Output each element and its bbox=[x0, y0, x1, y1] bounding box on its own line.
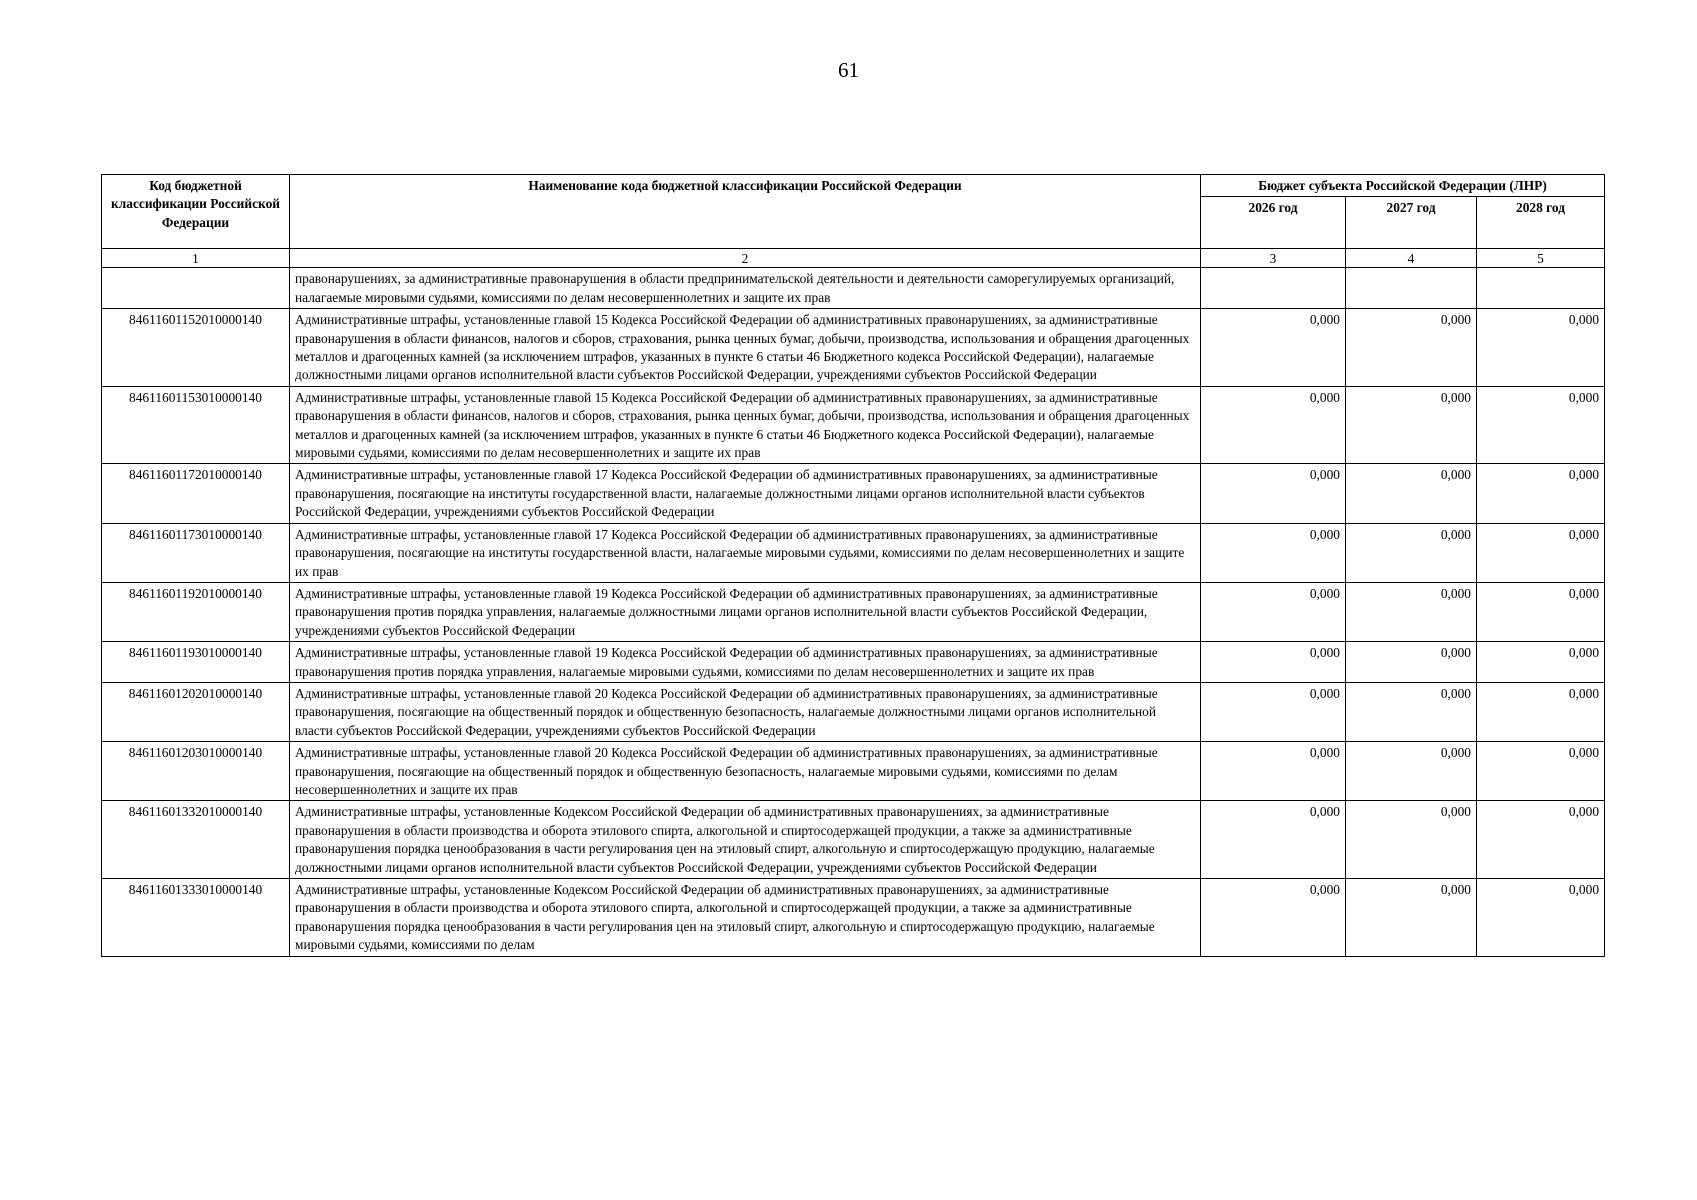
table-body bbox=[102, 249, 1605, 956]
value-2026-cell: 0,000 bbox=[1201, 464, 1346, 523]
description-cell: Административные штрафы, установленные главой 17 Кодекса Российской Федерации об административных правонарушениях, за административные правонарушения, посягающие на институты государственной власти, налагаемые должностными лицами органов исполнительной власти субъектов Российской Федерации, учреждениями субъектов Российской Федерации bbox=[290, 464, 1201, 523]
table-row bbox=[102, 801, 1605, 879]
value-2026-cell: 0,000 bbox=[1201, 523, 1346, 582]
table-row bbox=[102, 879, 1605, 957]
description-cell: правонарушениях, за административные правонарушения в области предпринимательской деятельности и деятельности саморегулируемых организаций, налагаемые мировыми судьями, комиссиями по делам несовершеннолетних и защите их прав bbox=[290, 268, 1201, 309]
column-number: 2 bbox=[290, 249, 1201, 268]
value-2026-cell: 0,000 bbox=[1201, 386, 1346, 464]
value-2028-cell: 0,000 bbox=[1477, 682, 1605, 741]
column-numbers-row bbox=[102, 249, 1605, 268]
budget-code-cell: 84611601192010000140 bbox=[102, 582, 290, 641]
header-year-2026: 2026 год bbox=[1201, 197, 1346, 249]
description-cell: Административные штрафы, установленные главой 20 Кодекса Российской Федерации об административных правонарушениях, за административные правонарушения, посягающие на общественный порядок и общественную безопасность, налагаемые должностными лицами органов исполнительной власти субъектов Российской Федерации, учреждениями субъектов Российской Федерации bbox=[290, 682, 1201, 741]
value-2028-cell: 0,000 bbox=[1477, 523, 1605, 582]
header-row bbox=[102, 175, 1605, 197]
value-2027-cell: 0,000 bbox=[1346, 464, 1477, 523]
header-year-2027: 2027 год bbox=[1346, 197, 1477, 249]
value-2026-cell: 0,000 bbox=[1201, 801, 1346, 879]
header-year-2028: 2028 год bbox=[1477, 197, 1605, 249]
value-2026-cell: 0,000 bbox=[1201, 309, 1346, 387]
description-cell: Административные штрафы, установленные Кодексом Российской Федерации об административных правонарушениях, за административные правонарушения в области производства и оборота этилового спирта, алкогольной и спиртосодержащей продукции, а также за административные правонарушения порядка ценообразования в части регулирования цен на этиловый спирт, алкогольную и спиртосодержащую продукцию, налагаемые мировыми судьями, комиссиями по делам bbox=[290, 879, 1201, 957]
value-2027-cell: 0,000 bbox=[1346, 879, 1477, 957]
value-2027-cell: 0,000 bbox=[1346, 309, 1477, 387]
budget-code-cell: 84611601153010000140 bbox=[102, 386, 290, 464]
description-cell: Административные штрафы, установленные главой 19 Кодекса Российской Федерации об административных правонарушениях, за административные правонарушения против порядка управления, налагаемые мировыми судьями, комиссиями по делам несовершеннолетних и защите их прав bbox=[290, 642, 1201, 683]
description-cell: Административные штрафы, установленные главой 17 Кодекса Российской Федерации об административных правонарушениях, за административные правонарушения, посягающие на институты государственной власти, налагаемые мировыми судьями, комиссиями по делам несовершеннолетних и защите их прав bbox=[290, 523, 1201, 582]
value-2026-cell: 0,000 bbox=[1201, 682, 1346, 741]
value-2027-cell: 0,000 bbox=[1346, 523, 1477, 582]
value-2027-cell: 0,000 bbox=[1346, 801, 1477, 879]
table-row bbox=[102, 268, 1605, 309]
value-2028-cell: 0,000 bbox=[1477, 801, 1605, 879]
table-row bbox=[102, 742, 1605, 801]
value-2028-cell: 0,000 bbox=[1477, 742, 1605, 801]
table-row bbox=[102, 464, 1605, 523]
table-row bbox=[102, 682, 1605, 741]
budget-code-cell: 84611601193010000140 bbox=[102, 642, 290, 683]
table-row bbox=[102, 523, 1605, 582]
column-number: 5 bbox=[1477, 249, 1605, 268]
value-2026-cell: 0,000 bbox=[1201, 879, 1346, 957]
table-row bbox=[102, 582, 1605, 641]
description-cell: Административные штрафы, установленные главой 19 Кодекса Российской Федерации об административных правонарушениях, за административные правонарушения против порядка управления, налагаемые должностными лицами органов исполнительной власти субъектов Российской Федерации, учреждениями субъектов Российской Федерации bbox=[290, 582, 1201, 641]
description-cell: Административные штрафы, установленные главой 20 Кодекса Российской Федерации об административных правонарушениях, за административные правонарушения, посягающие на общественный порядок и общественную безопасность, налагаемые мировыми судьями, комиссиями по делам несовершеннолетних и защите их прав bbox=[290, 742, 1201, 801]
value-2028-cell: 0,000 bbox=[1477, 386, 1605, 464]
value-2027-cell: 0,000 bbox=[1346, 682, 1477, 741]
value-2028-cell bbox=[1477, 268, 1605, 309]
value-2028-cell: 0,000 bbox=[1477, 464, 1605, 523]
description-cell: Административные штрафы, установленные главой 15 Кодекса Российской Федерации об административных правонарушениях, за административные правонарушения в области финансов, налогов и сборов, страхования, рынка ценных бумаг, добычи, производства, использования и обращения драгоценных металлов и драгоценных камней (за исключением штрафов, указанных в пункте 6 статьи 46 Бюджетного кодекса Российской Федерации), налагаемые мировыми судьями, комиссиями по делам несовершеннолетних и защите их прав bbox=[290, 386, 1201, 464]
page-number: 61 bbox=[838, 58, 859, 82]
value-2027-cell: 0,000 bbox=[1346, 742, 1477, 801]
budget-code-cell: 84611601332010000140 bbox=[102, 801, 290, 879]
description-cell: Административные штрафы, установленные главой 15 Кодекса Российской Федерации об административных правонарушениях, за административные правонарушения в области финансов, налогов и сборов, страхования, рынка ценных бумаг, добычи, производства, использования и обращения драгоценных металлов и драгоценных камней (за исключением штрафов, указанных в пункте 6 статьи 46 Бюджетного кодекса Российской Федерации), налагаемые должностными лицами органов исполнительной власти субъектов Российской Федерации, учреждениями субъектов Российской Федерации bbox=[290, 309, 1201, 387]
budget-table bbox=[101, 174, 1605, 957]
header-name: Наименование кода бюджетной классификации Российской Федерации bbox=[290, 175, 1201, 249]
value-2027-cell: 0,000 bbox=[1346, 642, 1477, 683]
value-2026-cell: 0,000 bbox=[1201, 642, 1346, 683]
column-number: 4 bbox=[1346, 249, 1477, 268]
value-2028-cell: 0,000 bbox=[1477, 582, 1605, 641]
value-2027-cell: 0,000 bbox=[1346, 582, 1477, 641]
description-cell: Административные штрафы, установленные Кодексом Российской Федерации об административных правонарушениях, за административные правонарушения в области производства и оборота этилового спирта, алкогольной и спиртосодержащей продукции, а также за административные правонарушения порядка ценообразования в части регулирования цен на этиловый спирт, алкогольную и спиртосодержащую продукцию, налагаемые должностными лицами органов исполнительной власти субъектов Российской Федерации, учреждениями субъектов Российской Федерации bbox=[290, 801, 1201, 879]
budget-code-cell: 84611601203010000140 bbox=[102, 742, 290, 801]
value-2026-cell: 0,000 bbox=[1201, 742, 1346, 801]
value-2027-cell bbox=[1346, 268, 1477, 309]
value-2028-cell: 0,000 bbox=[1477, 309, 1605, 387]
column-number: 3 bbox=[1201, 249, 1346, 268]
value-2028-cell: 0,000 bbox=[1477, 642, 1605, 683]
header-code: Код бюджетной классификации Российской Федерации bbox=[102, 175, 290, 249]
budget-code-cell: 84611601152010000140 bbox=[102, 309, 290, 387]
column-number: 1 bbox=[102, 249, 290, 268]
table-row bbox=[102, 386, 1605, 464]
table-row bbox=[102, 642, 1605, 683]
budget-code-cell: 84611601202010000140 bbox=[102, 682, 290, 741]
table-row bbox=[102, 309, 1605, 387]
budget-code-cell: 84611601173010000140 bbox=[102, 523, 290, 582]
header-budget: Бюджет субъекта Российской Федерации (ЛНР) bbox=[1201, 175, 1605, 197]
budget-code-cell: 84611601333010000140 bbox=[102, 879, 290, 957]
budget-code-cell bbox=[102, 268, 290, 309]
value-2026-cell: 0,000 bbox=[1201, 582, 1346, 641]
value-2027-cell: 0,000 bbox=[1346, 386, 1477, 464]
value-2028-cell: 0,000 bbox=[1477, 879, 1605, 957]
value-2026-cell bbox=[1201, 268, 1346, 309]
budget-code-cell: 84611601172010000140 bbox=[102, 464, 290, 523]
